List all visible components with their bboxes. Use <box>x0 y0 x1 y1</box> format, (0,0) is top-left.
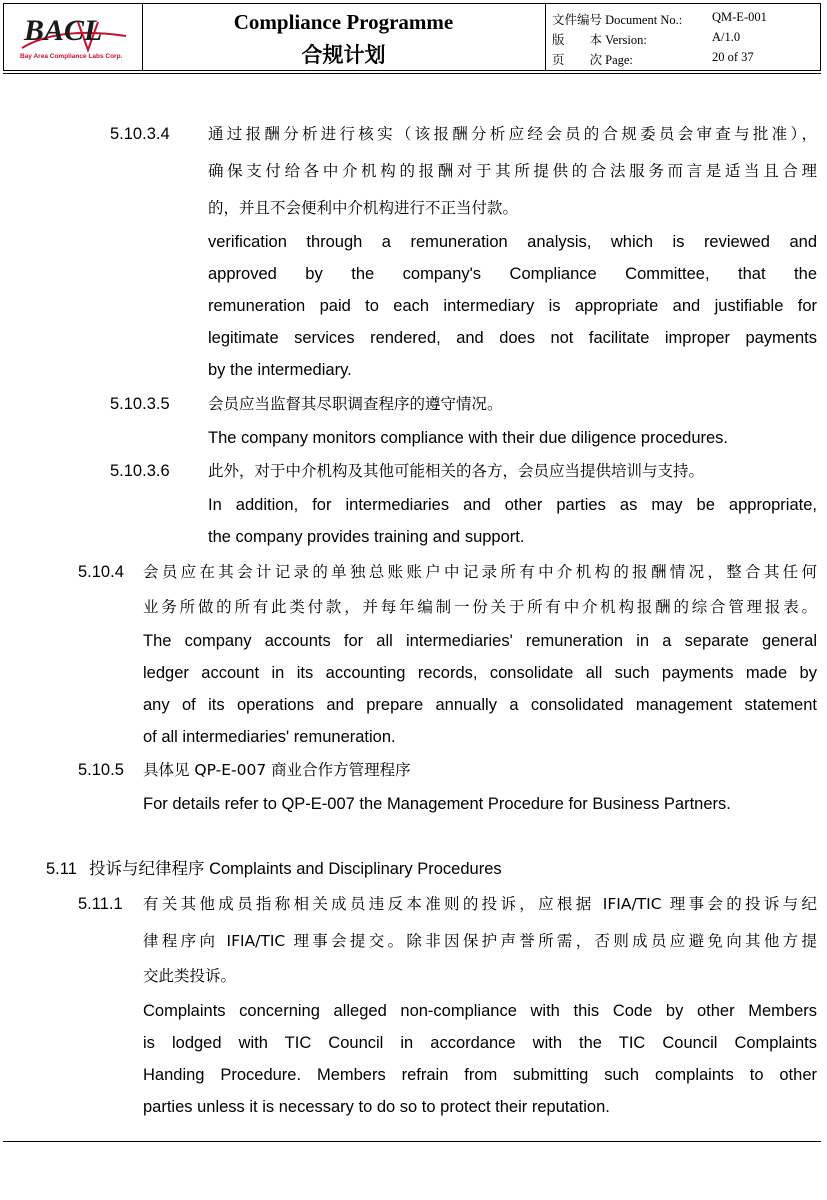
paragraph-cn: 的，并且不会便利中介机构进行不正当付款。 <box>208 199 519 217</box>
logo-cell <box>4 4 143 70</box>
page-row <box>552 50 820 68</box>
paragraph-en: In addition, for intermediaries and other parties as may be appropriate, <box>208 496 817 514</box>
paragraph-cn: 有关其他成员指称相关成员违反本准则的投诉，应根据 IFIA/TIC 理事会的投诉与纪 <box>143 895 817 913</box>
svg-text:Bay Area Compliance Labs Corp.: Bay Area Compliance Labs Corp. <box>20 53 123 60</box>
paragraph-en: any of its operations and prepare annually a consolidated management statement <box>143 696 817 714</box>
title-chinese: 合规计划 <box>301 43 386 67</box>
paragraph-en: legitimate services rendered, and does not facilitate improper payments <box>208 329 817 347</box>
section-number: 5.11 <box>46 860 77 878</box>
paragraph-cn: 会员应在其会计记录的单独总账账户中记录所有中介机构的报酬情况，整合其任何 <box>143 563 817 581</box>
title-english: Compliance Programme <box>233 10 454 34</box>
paragraph-en: For details refer to QP-E-007 the Management Procedure for Business Partners. <box>143 795 731 813</box>
version-value: A/1.0 <box>712 30 741 44</box>
section-number: 5.10.3.4 <box>110 125 170 143</box>
paragraph-en: verification through a remuneration analysis, which is reviewed and <box>208 233 817 251</box>
paragraph-en: ledger account in its accounting records, consolidate all such payments made by <box>143 664 817 682</box>
paragraph-en: by the intermediary. <box>208 361 352 379</box>
paragraph-cn: 交此类投诉。 <box>143 967 237 985</box>
paragraph-en: The company monitors compliance with their due diligence procedures. <box>208 429 729 447</box>
paragraph-cn: 会员应当监督其尽职调查程序的遵守情况。 <box>208 395 503 413</box>
version-label: 版 本 Version: <box>552 33 647 47</box>
version-row <box>552 30 820 48</box>
footer-rule <box>3 1141 821 1142</box>
header-rule <box>3 73 821 74</box>
paragraph-cn: 确保支付给各中介机构的报酬对于其所提供的合法服务而言是适当且合理 <box>208 162 817 180</box>
svg-text:BACL: BACL <box>24 14 103 47</box>
doc-no-value: QM-E-001 <box>712 10 767 24</box>
section-number: 5.10.3.5 <box>110 395 170 413</box>
doc-no-label: 文件编号 Document No.: <box>552 13 683 27</box>
paragraph-en: approved by the company's Compliance Committee, that the <box>208 265 817 283</box>
paragraph-en: is lodged with TIC Council in accordance with the TIC Council Complaints <box>143 1034 817 1052</box>
section-number: 5.10.4 <box>78 563 124 581</box>
paragraph-en: The company accounts for all intermediaries' remuneration in a separate general <box>143 632 817 650</box>
title-cell <box>142 4 546 70</box>
section-number: 5.11.1 <box>78 895 123 913</box>
paragraph-en: parties unless it is necessary to do so to protect their reputation. <box>143 1098 610 1116</box>
paragraph-cn: 业务所做的所有此类付款，并每年编制一份关于所有中介机构报酬的综合管理报表。 <box>143 598 817 616</box>
bacl-logo-icon <box>18 10 130 62</box>
paragraph-en: remuneration paid to each intermediary is appropriate and justifiable for <box>208 297 817 315</box>
page-value: 20 of 37 <box>712 50 754 64</box>
paragraph-en: Handing Procedure. Members refrain from submitting such complaints to other <box>143 1066 817 1084</box>
section-number: 5.10.3.6 <box>110 462 170 480</box>
section-heading: 投诉与纪律程序 Complaints and Disciplinary Procedures <box>89 860 502 878</box>
paragraph-en: of all intermediaries' remuneration. <box>143 728 396 746</box>
paragraph-en: Complaints concerning alleged non-compliance with this Code by other Members <box>143 1002 817 1020</box>
paragraph-cn: 具体见 QP-E-007 商业合作方管理程序 <box>143 761 411 779</box>
document-header <box>3 3 821 71</box>
paragraph-en: the company provides training and support. <box>208 528 525 546</box>
paragraph-cn: 此外，对于中介机构及其他可能相关的各方，会员应当提供培训与支持。 <box>208 462 705 480</box>
page-label: 页 次 Page: <box>552 53 633 67</box>
section-number: 5.10.5 <box>78 761 124 779</box>
doc-no-row <box>552 10 820 28</box>
paragraph-cn: 通过报酬分析进行核实（该报酬分析应经会员的合规委员会审查与批准）， <box>208 125 817 143</box>
paragraph-cn: 律程序向 IFIA/TIC 理事会提交。除非因保护声誉所需，否则成员应避免向其他方提 <box>143 932 817 950</box>
